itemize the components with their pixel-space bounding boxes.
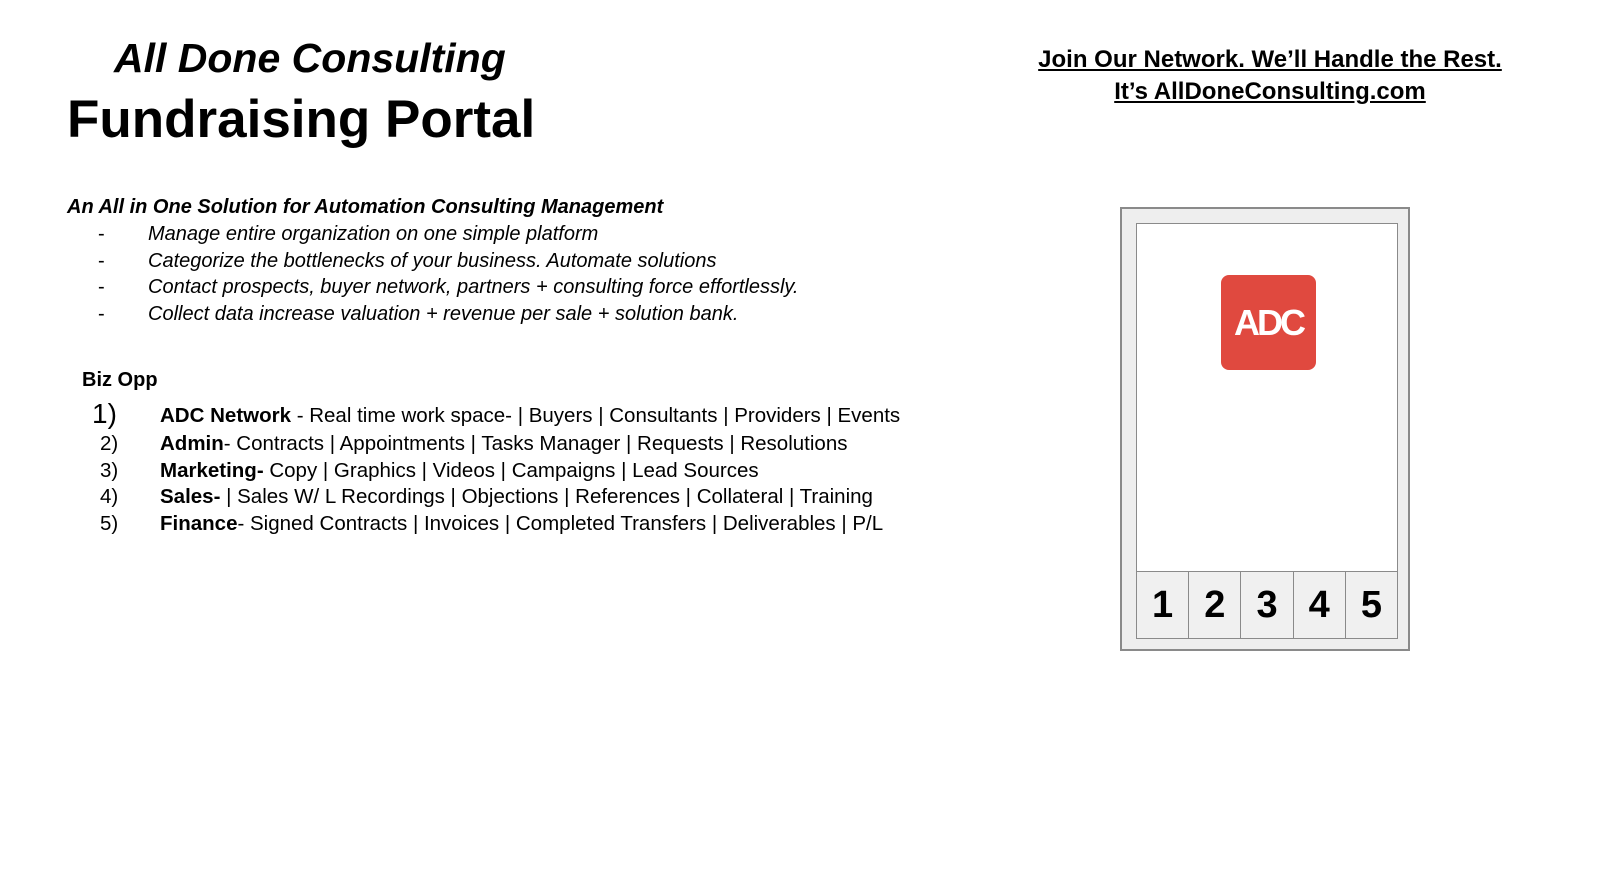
module-desc: - Signed Contracts | Invoices | Completed Transfers | Deliverables | P/L <box>237 512 884 536</box>
phone-screen <box>1136 223 1398 639</box>
list-item <box>90 484 900 511</box>
tab-bar <box>1137 571 1397 638</box>
list-item <box>67 221 799 248</box>
adc-logo: ADC <box>1221 275 1316 370</box>
module-name: Sales- <box>160 485 221 509</box>
list-item <box>90 398 901 431</box>
biz-opp-heading: Biz Opp <box>82 369 158 391</box>
website-link[interactable]: It’s AllDoneConsulting.com <box>1114 78 1426 105</box>
module-desc: - Real time work space- | Buyers | Consultants | Providers | Events <box>291 404 901 427</box>
item-number: 3) <box>100 458 119 482</box>
module-name: Marketing- <box>160 458 264 482</box>
list-item <box>90 458 900 485</box>
feature-text: Collect data increase valuation + revenue per sale + solution bank. <box>148 302 739 325</box>
list-item <box>67 248 799 275</box>
tab-2[interactable]: 2 <box>1189 572 1241 638</box>
biz-opp-list <box>90 398 901 538</box>
bullet-dash: - <box>98 249 105 272</box>
cta-tagline-link[interactable]: Join Our Network. We’ll Handle the Rest. <box>1038 46 1502 73</box>
phone-mockup <box>1120 207 1410 651</box>
item-number: 4) <box>100 485 119 509</box>
tab-3[interactable]: 3 <box>1241 572 1293 638</box>
feature-text: Contact prospects, buyer network, partners + consulting force effortlessly. <box>148 276 799 298</box>
intro-tagline: An All in One Solution for Automation Consulting Management <box>67 196 664 218</box>
bullet-dash: - <box>98 302 105 325</box>
list-item <box>90 431 900 458</box>
item-number: 1) <box>92 398 117 429</box>
bullet-dash: - <box>98 223 105 245</box>
list-item <box>90 511 900 538</box>
tab-4[interactable]: 4 <box>1294 572 1346 638</box>
list-item <box>67 274 799 301</box>
feature-list <box>67 221 799 327</box>
module-name: Finance <box>160 512 238 536</box>
module-desc: - Contracts | Appointments | Tasks Manager | Requests | Resolutions <box>223 432 848 455</box>
company-name: All Done Consulting <box>114 35 506 81</box>
item-number: 5) <box>100 512 119 536</box>
feature-text: Categorize the bottlenecks of your business. Automate solutions <box>148 249 717 272</box>
cta-banner[interactable] <box>1005 44 1535 108</box>
page-title: Fundraising Portal <box>67 90 536 149</box>
feature-text: Manage entire organization on one simple platform <box>148 223 599 245</box>
tab-5[interactable]: 5 <box>1346 572 1397 638</box>
tab-1[interactable]: 1 <box>1137 572 1189 638</box>
bullet-dash: - <box>98 276 105 298</box>
module-name: Admin <box>160 432 224 455</box>
item-number: 2) <box>100 432 119 455</box>
module-name: ADC Network <box>160 404 291 427</box>
module-desc: Copy | Graphics | Videos | Campaigns | Lead Sources <box>263 458 759 482</box>
list-item <box>67 301 799 328</box>
module-desc: | Sales W/ L Recordings | Objections | References | Collateral | Training <box>220 485 873 509</box>
